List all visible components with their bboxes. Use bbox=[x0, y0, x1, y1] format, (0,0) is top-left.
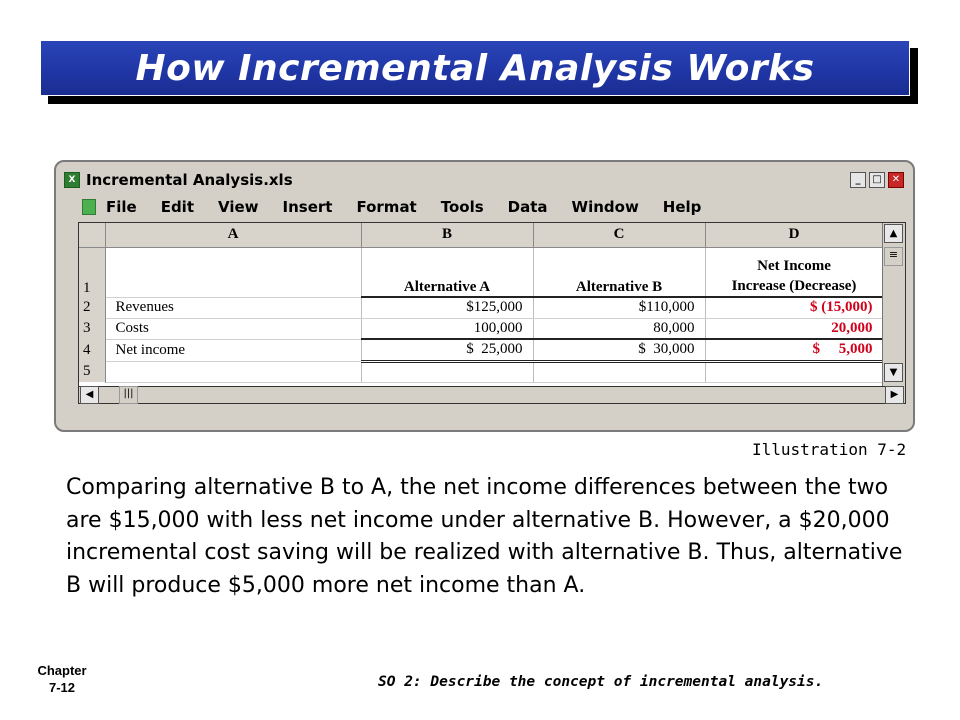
row-number[interactable]: 2 bbox=[79, 297, 105, 318]
window-controls bbox=[850, 172, 904, 188]
spreadsheet-grid bbox=[78, 222, 906, 404]
menu-window[interactable]: Window bbox=[571, 198, 639, 216]
row-number[interactable]: 4 bbox=[79, 339, 105, 361]
menu-format[interactable]: Format bbox=[356, 198, 417, 216]
cell-c3[interactable]: 80,000 bbox=[533, 318, 705, 339]
menu-file[interactable]: File bbox=[106, 198, 137, 216]
menu-edit[interactable]: Edit bbox=[160, 198, 194, 216]
scroll-down-icon[interactable]: ▼ bbox=[884, 363, 903, 382]
row-number[interactable]: 3 bbox=[79, 318, 105, 339]
cell-d3[interactable]: 20,000 bbox=[705, 318, 883, 339]
column-header-d[interactable]: D bbox=[705, 223, 883, 247]
cell-d4[interactable]: $ 5,000 bbox=[705, 339, 883, 361]
table-row bbox=[79, 297, 883, 318]
scroll-left-icon[interactable]: ◀ bbox=[80, 386, 99, 404]
column-header-a[interactable]: A bbox=[105, 223, 361, 247]
cell-b2[interactable]: $125,000 bbox=[361, 297, 533, 318]
cell-c5[interactable] bbox=[533, 361, 705, 382]
cell-a4[interactable]: Net income bbox=[105, 339, 361, 361]
menu-data[interactable]: Data bbox=[507, 198, 548, 216]
menu-insert[interactable]: Insert bbox=[282, 198, 333, 216]
study-objective: SO 2: Describe the concept of incremental analysis. bbox=[378, 674, 824, 690]
cell-c2[interactable]: $110,000 bbox=[533, 297, 705, 318]
row-number[interactable]: 5 bbox=[79, 361, 105, 382]
title-banner bbox=[40, 40, 910, 96]
scroll-up-icon[interactable]: ▲ bbox=[884, 224, 903, 243]
select-all-corner[interactable] bbox=[79, 223, 105, 247]
menu-view[interactable]: View bbox=[218, 198, 259, 216]
cell-d5[interactable] bbox=[705, 361, 883, 382]
cell-a2[interactable]: Revenues bbox=[105, 297, 361, 318]
net-income-header-line2: Increase (Decrease) bbox=[731, 278, 857, 294]
window-title: Incremental Analysis.xls bbox=[86, 171, 293, 189]
explanation-paragraph: Comparing alternative B to A, the net income differences between the two are $15,000 with less net income under alternative B. However, a $20,000 incremental cost saving will be realized with alternative B. Thus, alternative B will produce $5,000 more net income than A. bbox=[66, 475, 903, 598]
cell-a5[interactable] bbox=[105, 361, 361, 382]
cell-a1[interactable] bbox=[105, 247, 361, 297]
chapter-text: Chapter bbox=[37, 663, 87, 678]
cell-b4[interactable]: $ 25,000 bbox=[361, 339, 533, 361]
scroll-right-icon[interactable]: ▶ bbox=[885, 386, 904, 404]
menu-bar bbox=[82, 196, 725, 218]
window-titlebar[interactable] bbox=[64, 168, 904, 192]
table-row bbox=[79, 361, 883, 382]
spreadsheet-window bbox=[54, 160, 915, 432]
menu-tools[interactable]: Tools bbox=[440, 198, 484, 216]
cell-c1[interactable]: Alternative B bbox=[533, 247, 705, 297]
sheet-table bbox=[79, 223, 884, 383]
net-income-header-line1: Net Income bbox=[757, 258, 831, 274]
table-row bbox=[79, 318, 883, 339]
cell-d2[interactable]: $ (15,000) bbox=[705, 297, 883, 318]
horizontal-scrollbar[interactable] bbox=[78, 386, 904, 404]
cell-a3[interactable]: Costs bbox=[105, 318, 361, 339]
chapter-label bbox=[28, 662, 96, 696]
column-header-row bbox=[79, 223, 883, 247]
cell-b5[interactable] bbox=[361, 361, 533, 382]
table-row bbox=[79, 339, 883, 361]
scroll-thumb[interactable]: ≡ bbox=[884, 247, 903, 266]
cell-c4[interactable]: $ 30,000 bbox=[533, 339, 705, 361]
horizontal-scroll-thumb[interactable]: ||| bbox=[119, 386, 138, 404]
excel-icon: X bbox=[64, 172, 80, 188]
cell-d1[interactable] bbox=[705, 247, 883, 297]
table-row bbox=[79, 247, 883, 297]
workbook-icon[interactable] bbox=[82, 199, 96, 215]
chapter-number: 7-12 bbox=[48, 680, 76, 695]
column-header-c[interactable]: C bbox=[533, 223, 705, 247]
illustration-caption: Illustration 7-2 bbox=[752, 440, 907, 459]
cell-b1[interactable]: Alternative A bbox=[361, 247, 533, 297]
column-header-b[interactable]: B bbox=[361, 223, 533, 247]
menu-help[interactable]: Help bbox=[662, 198, 702, 216]
restore-icon[interactable]: □ bbox=[869, 172, 885, 188]
cell-b3[interactable]: 100,000 bbox=[361, 318, 533, 339]
page-title: How Incremental Analysis Works bbox=[135, 47, 815, 89]
minimize-icon[interactable]: _ bbox=[850, 172, 866, 188]
vertical-scrollbar[interactable] bbox=[882, 223, 905, 403]
row-number[interactable]: 1 bbox=[79, 247, 105, 297]
close-icon[interactable]: ✕ bbox=[888, 172, 904, 188]
